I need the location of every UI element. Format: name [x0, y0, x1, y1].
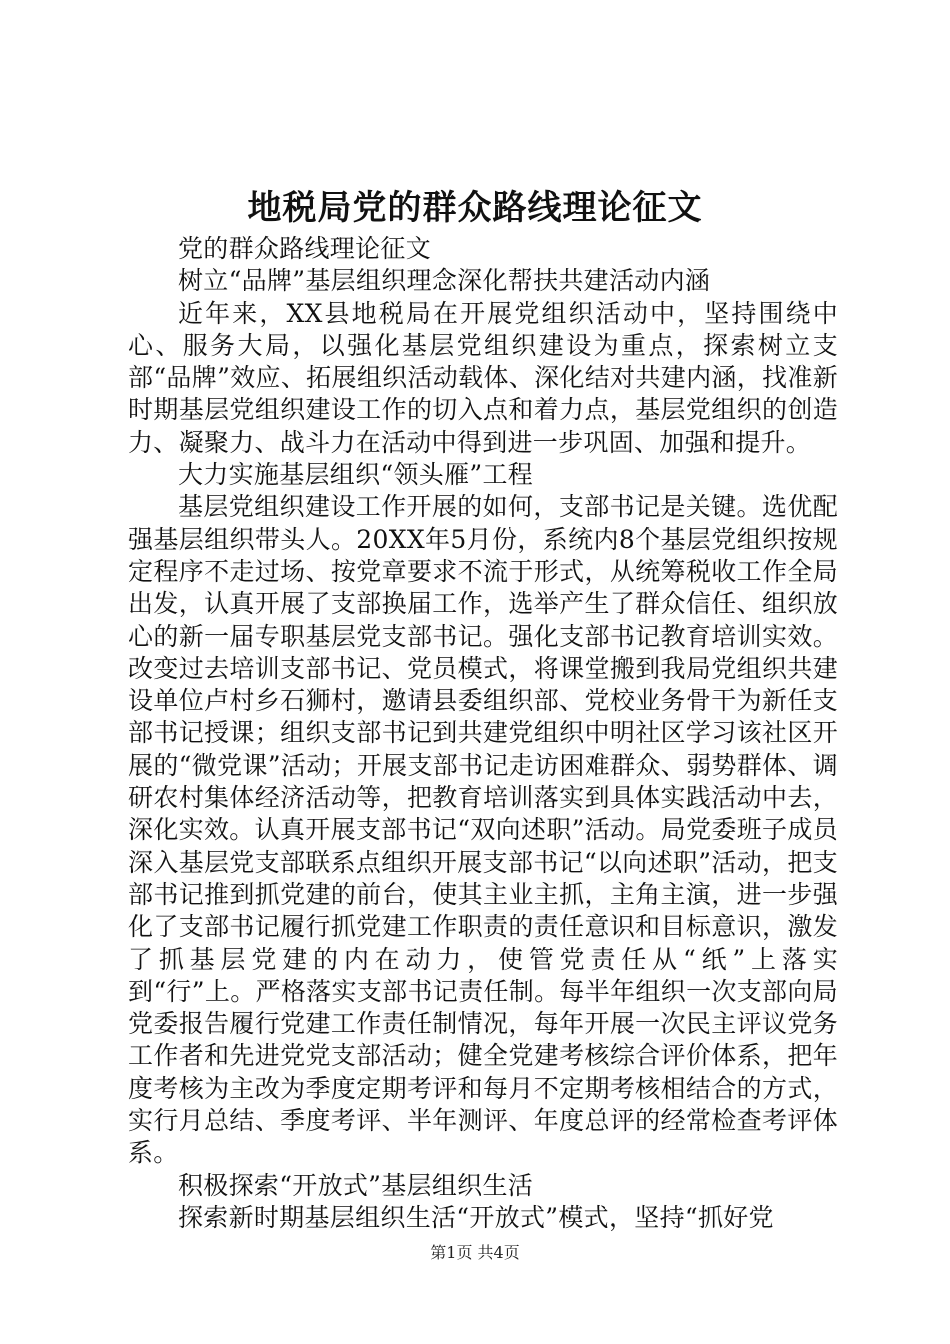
paragraph-intro: 近年来，XX县地税局在开展党组织活动中，坚持围绕中心、服务大局，以强化基层党组织建设为重点，探索树立支部“品牌”效应、拓展组织活动载体、深化结对共建内涵，找准新时期基层党组织建设工作的切入点和着力点，基层党组织的创造力、凝聚力、战斗力在活动中得到进一步巩固、加强和提升。: [128, 298, 838, 457]
paragraph-heading-open: 积极探索“开放式”基层组织生活: [178, 1170, 534, 1200]
paragraph-leader-body: 基层党组织建设工作开展的如何，支部书记是关键。选优配强基层组织带头人。20XX年5月份，系统内8个基层党组织按规定程序不走过场、按党章要求不流于形式，从统筹税收工作全局出发，认真开展了支部换届工作，选举产生了群众信任、组织放心的新一届专职基层党支部书记。强化支部书记教育培训实效。改变过去培训支部书记、党员模式，将课堂搬到我局党组织共建设单位卢村乡石狮村，邀请县委组织部、党校业务骨干为新任支部书记授课；组织支部书记到共建党组织中明社区学习该社区开展的“微党课”活动；开展支部书记走访困难群众、弱势群体、调研农村集体经济活动等，把教育培训落实到具体实践活动中去，深化实效。认真开展支部书记“双向述职”活动。局党委班子成员深入基层党支部联系点组织开展支部书记“以向述职”活动，把支部书记推到抓党建的前台，使其主业主抓，主角主演，进一步强化了支部书记履行抓党建工作职责的责任意识和目标意识，激发了抓基层党建的内在动力，使管党责任从“纸”上落实到“行”上。严格落实支部书记责任制。每半年组织一次支部向局党委报告履行党建工作责任制情况，每年开展一次民主评议党务工作者和先进党党支部活动；健全党建考核综合评价体系，把年度考核为主改为季度定期考评和每月不定期考核相结合的方式，实行月总结、季度考评、半年测评、年度总评的经常检查考评体系。: [128, 492, 838, 1168]
page-number-footer: 第1页 共4页: [430, 1243, 520, 1262]
paragraph-open-body: 探索新时期基层组织生活“开放式”模式，坚持“抓好党: [178, 1202, 774, 1232]
paragraph-heading-brand: 树立“品牌”基层组织理念深化帮扶共建活动内涵: [178, 266, 711, 296]
paragraph-heading-leader: 大力实施基层组织“领头雁”工程: [178, 460, 534, 490]
paragraph-subtitle: 党的群众路线理论征文: [178, 234, 432, 263]
document-body: [128, 233, 838, 1234]
document-title: 地税局党的群众路线理论征文: [247, 188, 703, 228]
